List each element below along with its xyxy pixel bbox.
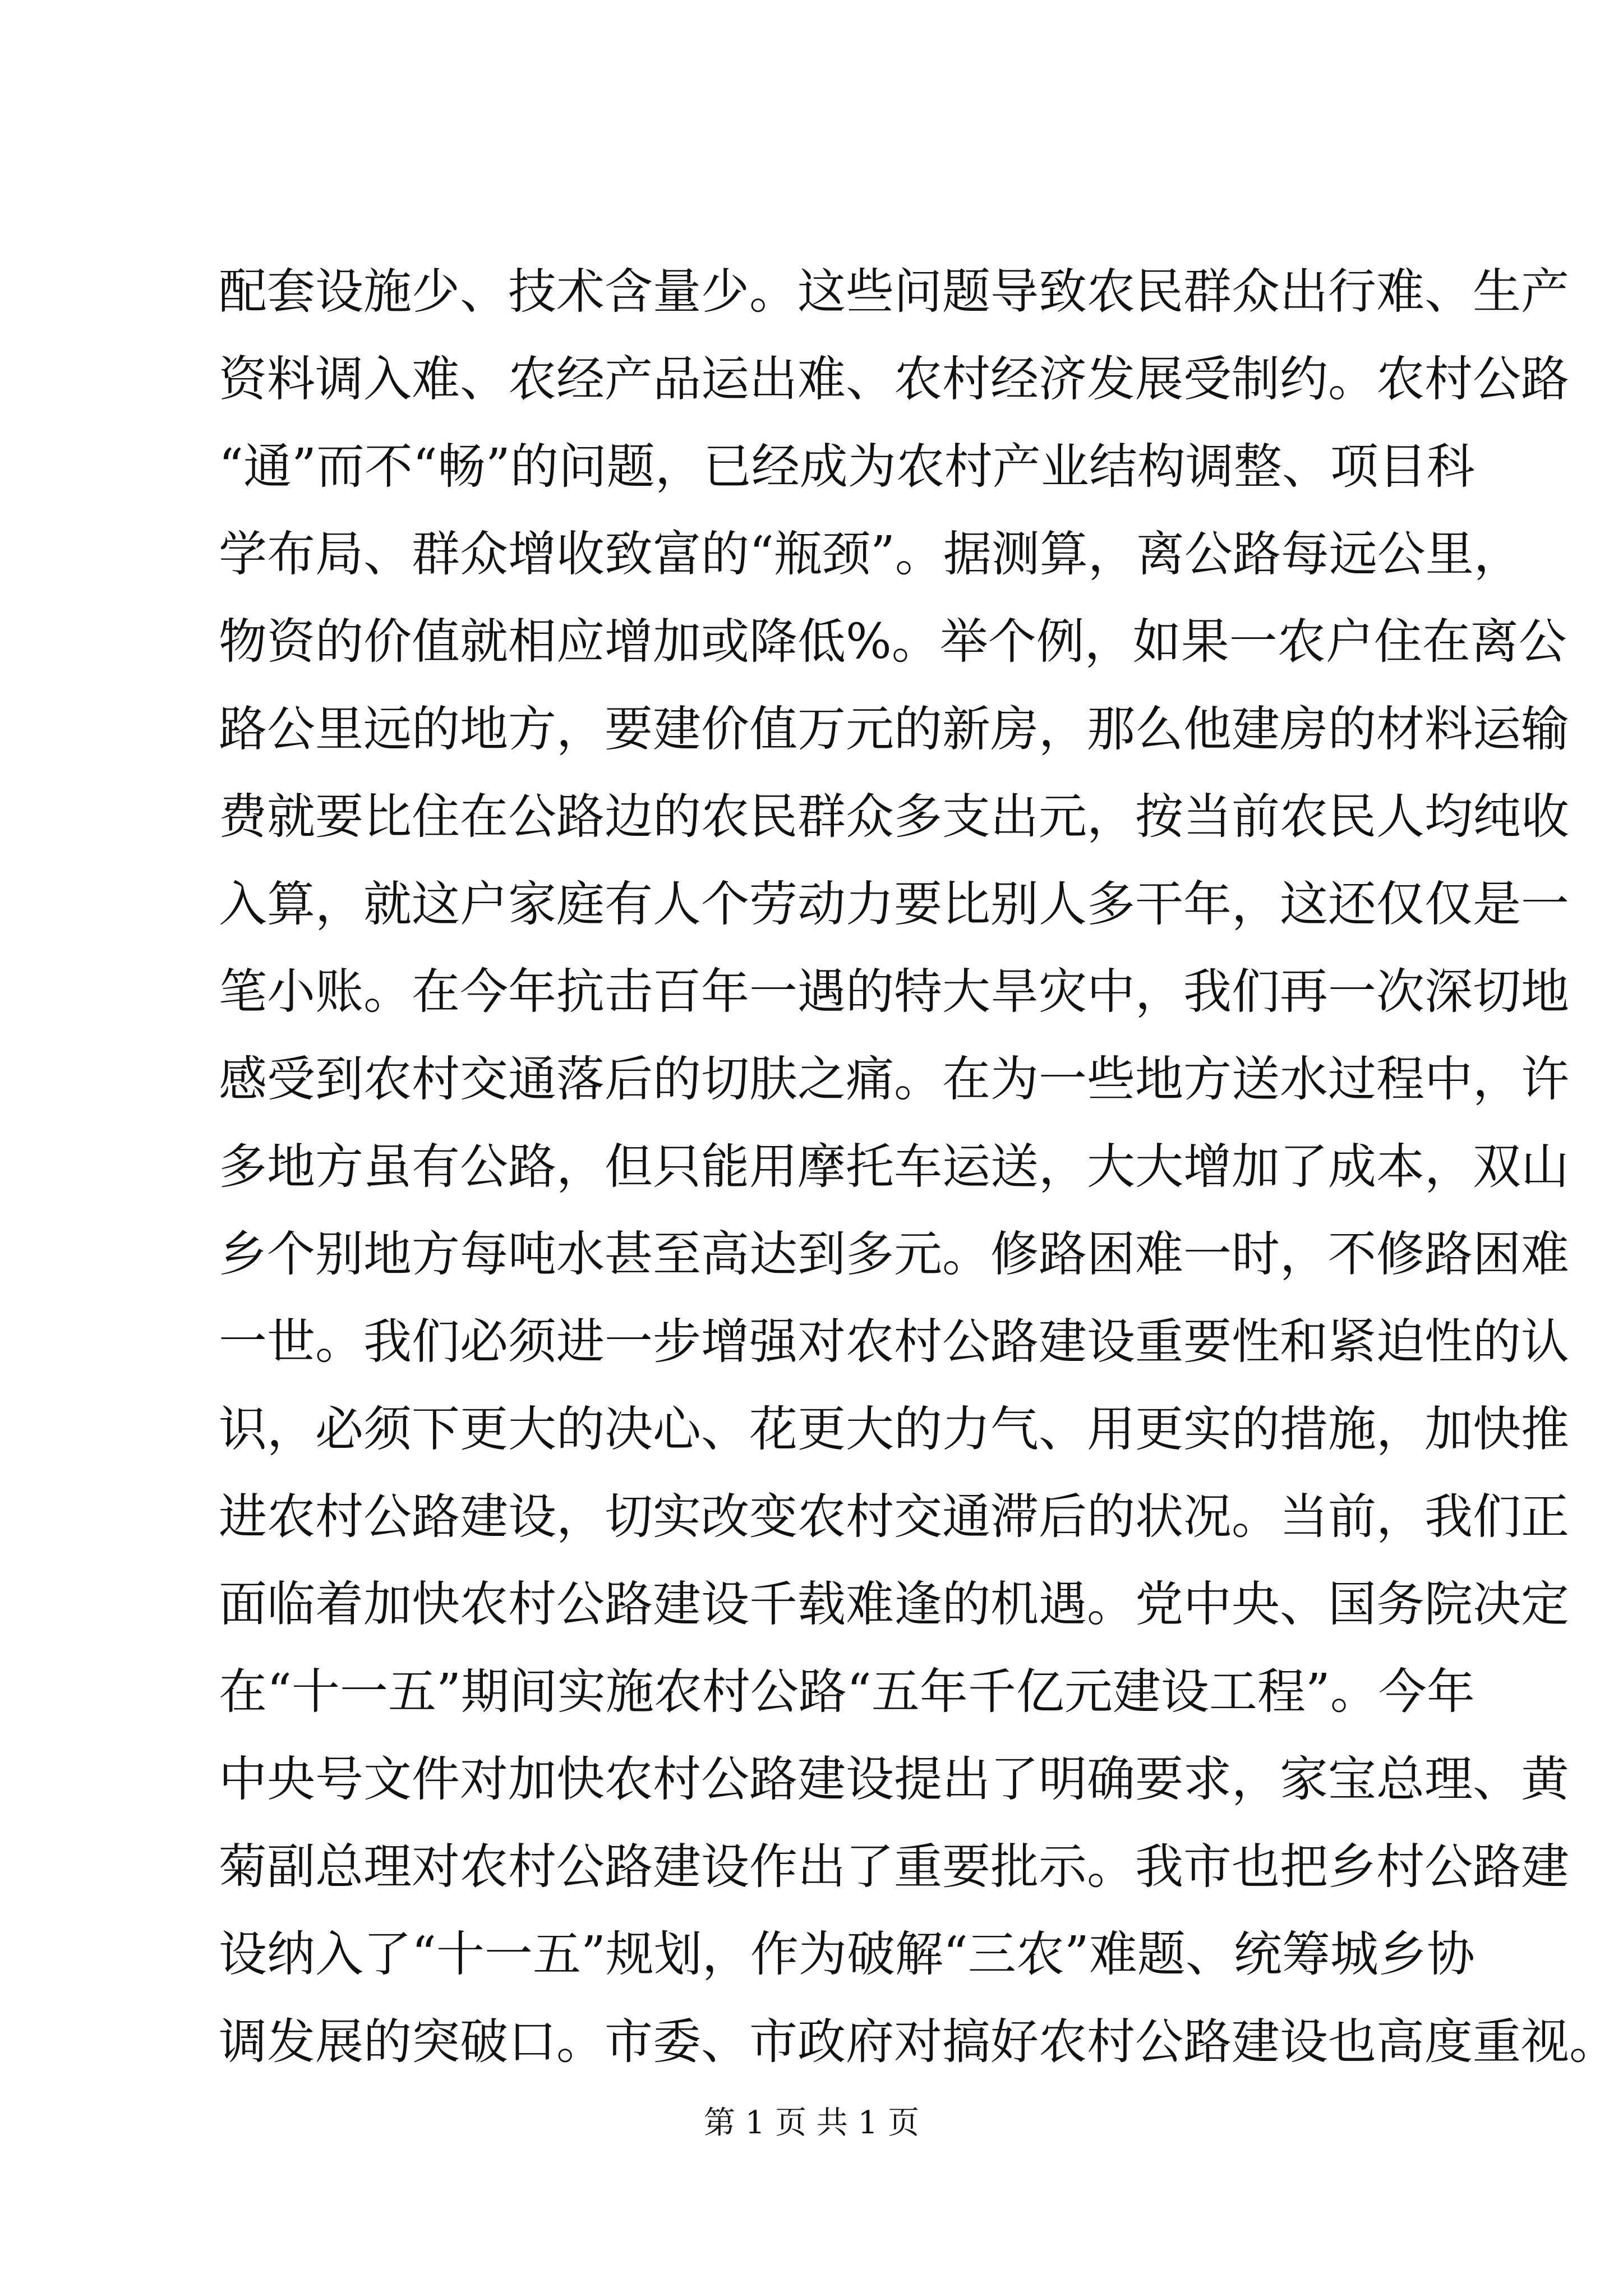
- text-line: 多地方虽有公路，但只能用摩托车运送，大大增加了成本，双山: [219, 1139, 1569, 1195]
- text-line: 乡个别地方每吨水甚至高达到多元。修路困难一时，不修路困难: [219, 1226, 1569, 1282]
- page-number-footer: 第 1 页 共 1 页: [703, 2105, 920, 2141]
- text-line: 感受到农村交通落后的切肤之痛。在为一些地方送水过程中，许: [219, 1051, 1569, 1107]
- text-line: 面临着加快农村公路建设千载难逢的机遇。党中央、国务院决定: [219, 1576, 1569, 1632]
- text-line: 调发展的突破口。市委、市政府对搞好农村公路建设也高度重视。: [219, 2014, 1617, 2070]
- text-line: 在“十一五”期间实施农村公路“五年千亿元建设工程”。今年: [219, 1664, 1475, 1720]
- text-line: 路公里远的地方，要建价值万元的新房，那么他建房的材料运输: [219, 701, 1569, 757]
- text-line: 进农村公路建设，切实改变农村交通滞后的状况。当前，我们正: [219, 1489, 1569, 1545]
- text-line: 入算，就这户家庭有人个劳动力要比别人多干年，这还仅仅是一: [219, 876, 1569, 932]
- text-line: 菊副总理对农村公路建设作出了重要批示。我市也把乡村公路建: [219, 1839, 1569, 1895]
- text-line: “通”而不“畅”的问题，已经成为农村产业结构调整、项目科: [219, 439, 1475, 495]
- text-line: 费就要比住在公路边的农民群众多支出元，按当前农民人均纯收: [219, 789, 1569, 845]
- text-line: 中央号文件对加快农村公路建设提出了明确要求，家宝总理、黄: [219, 1751, 1569, 1807]
- text-line: 资料调入难、农经产品运出难、农村经济发展受制约。农村公路: [219, 351, 1569, 407]
- body-text: [219, 248, 1617, 2086]
- text-line: 一世。我们必须进一步增强对农村公路建设重要性和紧迫性的认: [219, 1314, 1569, 1370]
- text-line: 笔小账。在今年抗击百年一遇的特大旱灾中，我们再一次深切地: [219, 964, 1569, 1020]
- text-line: 配套设施少、技术含量少。这些问题导致农民群众出行难、生产: [219, 264, 1569, 320]
- text-line: 物资的价值就相应增加或降低%。举个例，如果一农户住在离公: [219, 614, 1567, 670]
- text-line: 设纳入了“十一五”规划，作为破解“三农”难题、统筹城乡协: [219, 1926, 1475, 1982]
- text-line: 识，必须下更大的决心、花更大的力气、用更实的措施，加快推: [219, 1401, 1569, 1457]
- text-line: 学布局、群众增收致富的“瓶颈”。据测算，离公路每远公里，: [219, 526, 1522, 582]
